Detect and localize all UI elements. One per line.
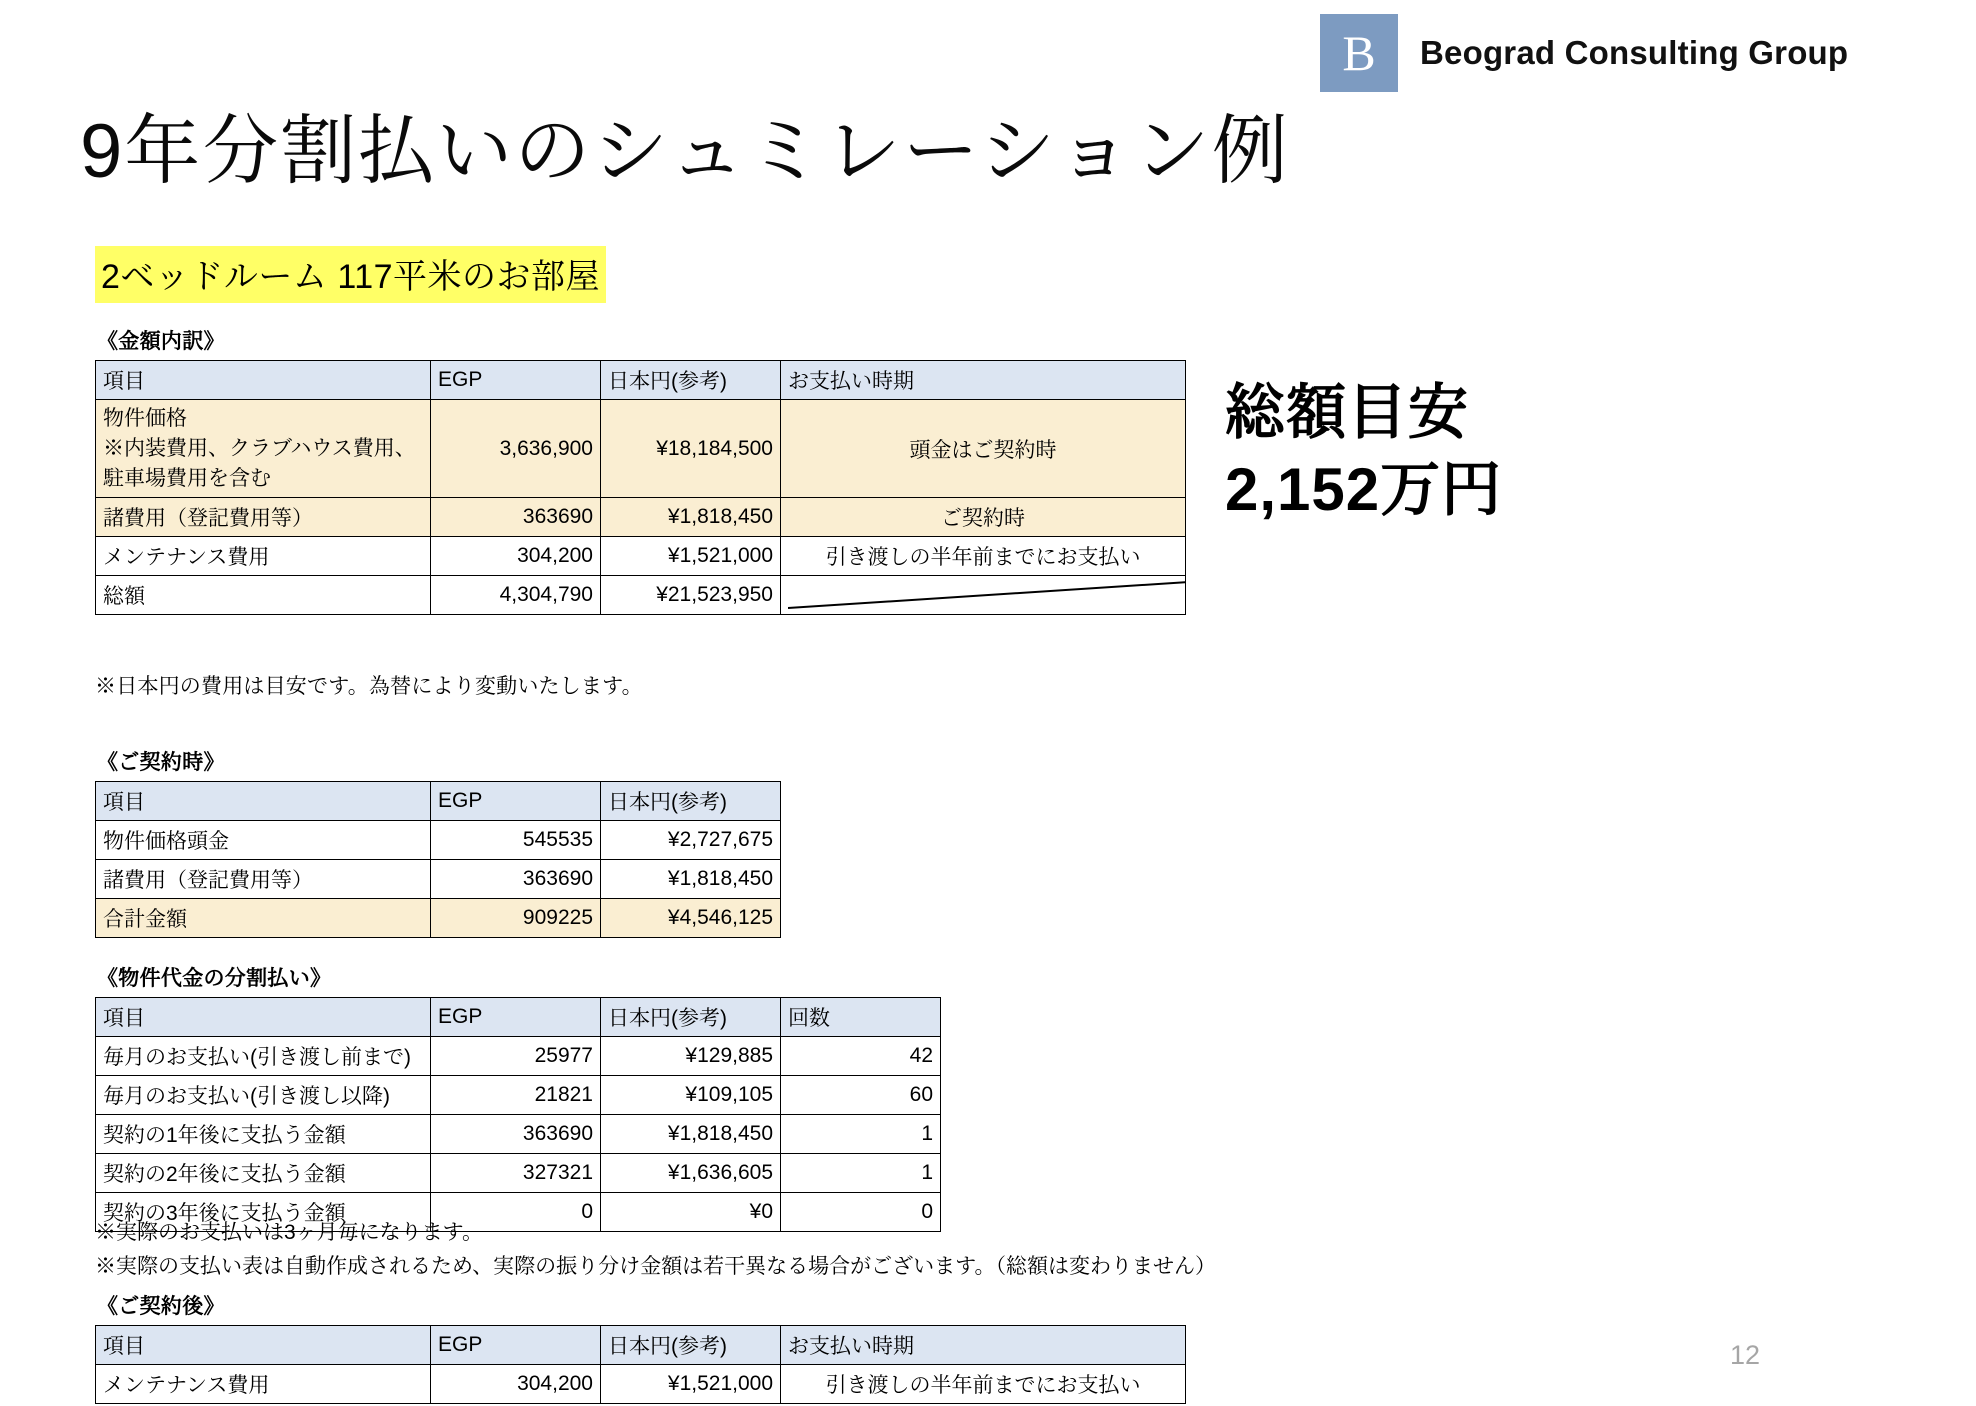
column-header-timing: お支払い時期 — [781, 361, 1186, 400]
section-installments — [95, 962, 941, 1232]
cell-item: 契約の1年後に支払う金額 — [96, 1115, 431, 1154]
cell-jpy: ¥2,727,675 — [601, 821, 781, 860]
brand-logo-icon: B — [1320, 14, 1398, 92]
cell-item: 諸費用（登記費用等） — [96, 860, 431, 899]
column-header-item: 項目 — [96, 361, 431, 400]
section-at-contract — [95, 746, 781, 938]
note-exchange-rate: ※日本円の費用は目安です。為替により変動いたします。 — [95, 675, 643, 698]
column-header-jpy: 日本円(参考) — [601, 782, 781, 821]
brand-name: Beograd Consulting Group — [1420, 34, 1849, 71]
table-row — [96, 860, 781, 899]
table-row — [96, 1365, 1186, 1404]
cell-egp: 327321 — [431, 1154, 601, 1193]
cell-count: 1 — [781, 1154, 941, 1193]
section-after-contract-label: 《ご契約後》 — [97, 1295, 225, 1318]
cell-egp: 0 — [431, 1193, 601, 1232]
column-header-item: 項目 — [96, 998, 431, 1037]
installments-table — [95, 997, 941, 1232]
table-header-row — [96, 782, 781, 821]
cell-jpy: ¥109,105 — [601, 1076, 781, 1115]
total-callout — [1225, 375, 1502, 529]
table-header-row — [96, 998, 941, 1037]
total-callout-amount: 2,152万円 — [1225, 455, 1503, 523]
cell-egp: 21821 — [431, 1076, 601, 1115]
cell-jpy: ¥1,818,450 — [601, 1115, 781, 1154]
section-breakdown — [95, 325, 1186, 615]
section-after-contract — [95, 1290, 1186, 1404]
table-row-total — [96, 576, 1186, 615]
section-at-contract-label: 《ご契約時》 — [97, 751, 225, 774]
cell-item: メンテナンス費用 — [96, 1365, 431, 1404]
cell-jpy: ¥1,521,000 — [601, 537, 781, 576]
column-header-item: 項目 — [96, 1326, 431, 1365]
cell-egp: 545535 — [431, 821, 601, 860]
cell-item: 物件価格 ※内装費用、クラブハウス費用、 駐車場費用を含む — [96, 400, 431, 498]
cell-count: 60 — [781, 1076, 941, 1115]
table-row — [96, 821, 781, 860]
cell-count: 42 — [781, 1037, 941, 1076]
cell-jpy: ¥1,818,450 — [601, 860, 781, 899]
table-row — [96, 1154, 941, 1193]
brand-header — [1320, 14, 1848, 92]
cell-item: 毎月のお支払い(引き渡し前まで) — [96, 1037, 431, 1076]
page-number: 12 — [1730, 1340, 1761, 1370]
subtitle-highlight: 2ベッドルーム 117平米のお部屋 — [95, 246, 606, 303]
cell-jpy: ¥18,184,500 — [601, 400, 781, 498]
cell-count: 0 — [781, 1193, 941, 1232]
page-title: 9年分割払いのシュミレーション例 — [80, 109, 1290, 194]
cell-egp: 304,200 — [431, 1365, 601, 1404]
cell-strikethrough — [781, 576, 1186, 615]
cell-jpy: ¥0 — [601, 1193, 781, 1232]
table-row — [96, 1076, 941, 1115]
cell-jpy: ¥4,546,125 — [601, 899, 781, 938]
cell-item: メンテナンス費用 — [96, 537, 431, 576]
table-row — [96, 1037, 941, 1076]
subtitle — [95, 246, 606, 303]
cell-egp: 3,636,900 — [431, 400, 601, 498]
table-row-total — [96, 899, 781, 938]
cell-jpy: ¥1,636,605 — [601, 1154, 781, 1193]
cell-egp: 363690 — [431, 1115, 601, 1154]
cell-jpy: ¥129,885 — [601, 1037, 781, 1076]
column-header-jpy: 日本円(参考) — [601, 998, 781, 1037]
column-header-jpy: 日本円(参考) — [601, 1326, 781, 1365]
cell-timing: 引き渡しの半年前までにお支払い — [781, 537, 1186, 576]
cell-egp: 25977 — [431, 1037, 601, 1076]
column-header-egp: EGP — [431, 361, 601, 400]
cell-timing: ご契約時 — [781, 498, 1186, 537]
total-callout-label: 総額目安 — [1225, 379, 1469, 446]
cell-egp: 909225 — [431, 899, 601, 938]
at-contract-table — [95, 781, 781, 938]
section-installments-label: 《物件代金の分割払い》 — [97, 967, 332, 990]
column-header-egp: EGP — [431, 998, 601, 1037]
column-header-jpy: 日本円(参考) — [601, 361, 781, 400]
cell-item: 諸費用（登記費用等） — [96, 498, 431, 537]
cell-item: 合計金額 — [96, 899, 431, 938]
cell-item: 物件価格頭金 — [96, 821, 431, 860]
table-row — [96, 537, 1186, 576]
section-breakdown-label: 《金額内訳》 — [97, 330, 225, 353]
after-contract-table — [95, 1325, 1186, 1404]
cell-count: 1 — [781, 1115, 941, 1154]
column-header-timing: お支払い時期 — [781, 1326, 1186, 1365]
cell-jpy: ¥1,521,000 — [601, 1365, 781, 1404]
column-header-count: 回数 — [781, 998, 941, 1037]
table-row — [96, 1115, 941, 1154]
column-header-item: 項目 — [96, 782, 431, 821]
cell-timing: 頭金はご契約時 — [781, 400, 1186, 498]
diagonal-line-icon — [788, 580, 1186, 610]
column-header-egp: EGP — [431, 1326, 601, 1365]
table-header-row — [96, 361, 1186, 400]
cell-item: 毎月のお支払い(引き渡し以降) — [96, 1076, 431, 1115]
cell-egp: 304,200 — [431, 537, 601, 576]
cell-jpy: ¥1,818,450 — [601, 498, 781, 537]
cell-egp: 363690 — [431, 498, 601, 537]
cell-item: 契約の2年後に支払う金額 — [96, 1154, 431, 1193]
cell-egp: 363690 — [431, 860, 601, 899]
cell-jpy: ¥21,523,950 — [601, 576, 781, 615]
cell-item: 契約の3年後に支払う金額 — [96, 1193, 431, 1232]
column-header-egp: EGP — [431, 782, 601, 821]
cell-timing: 引き渡しの半年前までにお支払い — [781, 1365, 1186, 1404]
note-installment-auto: ※実際の支払い表は自動作成されるため、実際の振り分け金額は若干異なる場合がございます。（総額は変わりません） — [95, 1255, 1216, 1278]
table-row — [96, 400, 1186, 498]
table-row — [96, 498, 1186, 537]
note-installment-frequency: ※実際のお支払いは3ヶ月毎になります。 — [95, 1221, 483, 1244]
table-header-row — [96, 1326, 1186, 1365]
breakdown-table — [95, 360, 1186, 615]
cell-item: 総額 — [96, 576, 431, 615]
cell-egp: 4,304,790 — [431, 576, 601, 615]
